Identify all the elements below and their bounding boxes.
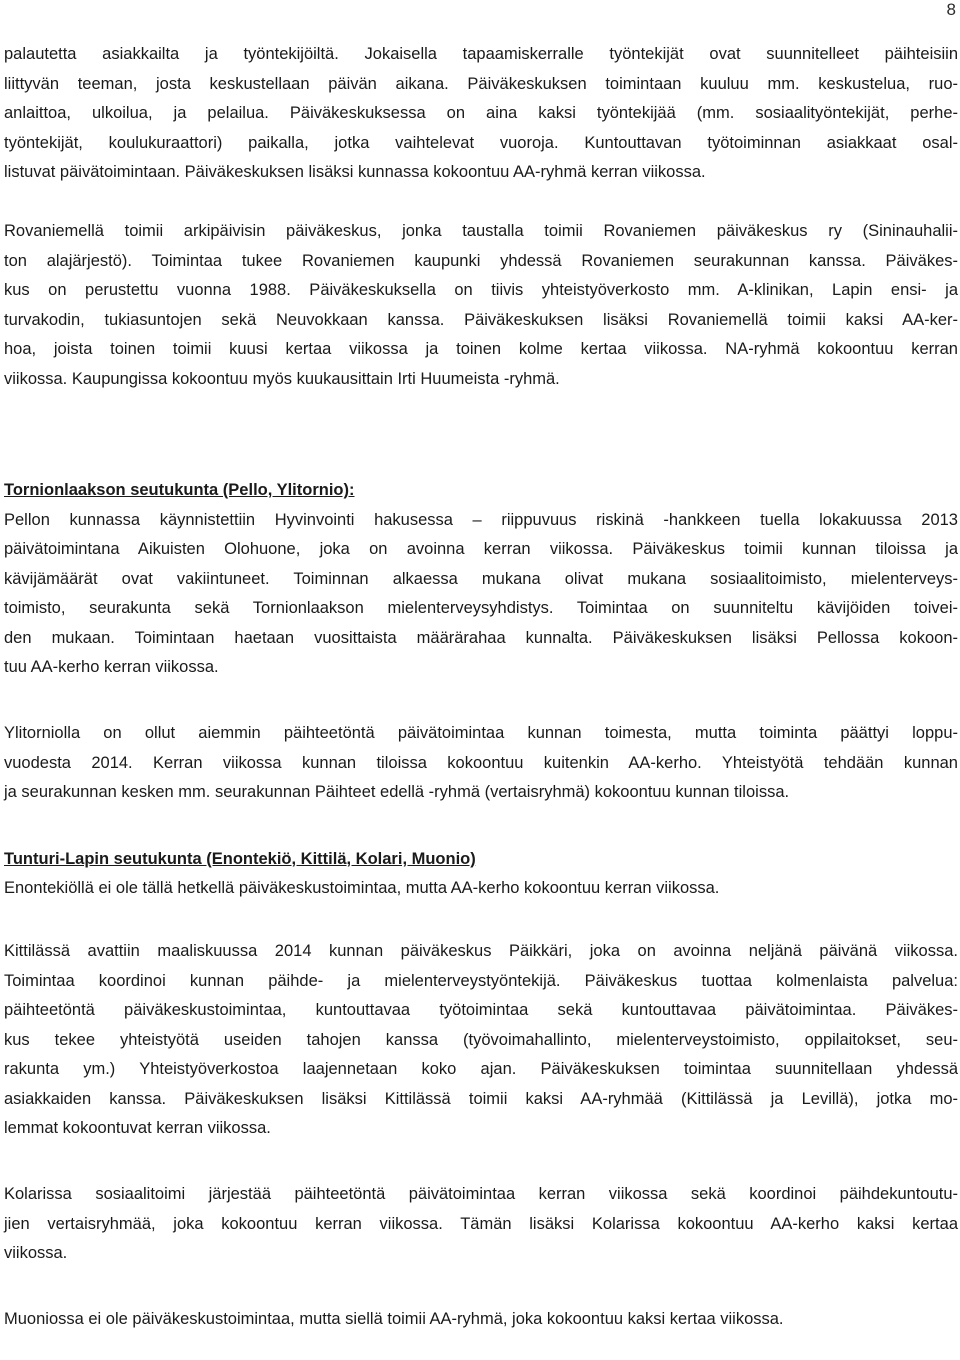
paragraph-line: Rovaniemellä toimii arkipäivisin päiväkeskus, jonka taustalla toimii Rovaniemen päiväkeskus ry (Sininauhalii- (4, 222, 958, 240)
paragraph-line: ja seurakunnan kesken mm. seurakunnan Päihteet edellä -ryhmä (vertaisryhmä) kokoontuu kunnan tiloissa. (4, 783, 790, 801)
paragraph-line: työntekijät, koulukuraattori) paikalla, jotka vaihtelevat vuoroja. Kuntouttavan työtoiminnan asiakkaat osal- (4, 134, 958, 152)
paragraph-line: anlaittoa, ulkoilua, ja pelailua. Päiväkeskuksessa on aina kaksi työntekijää (mm. sosiaalityöntekijät, perhe- (4, 104, 958, 122)
paragraph-line: listuvat päivätoimintaan. Päiväkeskuksen lisäksi kunnassa kokoontuu AA-ryhmä kerran viikossa. (4, 163, 706, 181)
paragraph-line: päivätoimintana Aikuisten Olohuone, joka on avoinna kerran viikossa. Päiväkeskus toimii kunnan tiloissa ja (4, 540, 958, 558)
paragraph-line: Toimintaa koordinoi kunnan päihde- ja mielenterveystyöntekijä. Päiväkeskus tuottaa kolmenlaista palvelua: (4, 972, 958, 990)
paragraph-line: lemmat kokoontuvat kerran viikossa. (4, 1119, 271, 1137)
paragraph-line: ton alajärjestö). Toimintaa tukee Rovaniemen kaupunki yhdessä Rovaniemen seurakunnan kanssa. Päiväkes- (4, 252, 958, 270)
paragraph-line: liittyvän teeman, josta keskustellaan päivän aikana. Päiväkeskuksen toimintaan kuuluu mm. keskustelua, ruo- (4, 75, 958, 93)
paragraph-line: Kolarissa sosiaalitoimi järjestää päihteetöntä päivätoimintaa kerran viikossa sekä koordinoi päihdekuntoutu- (4, 1185, 958, 1203)
paragraph-line: vuodesta 2014. Kerran viikossa kunnan tiloissa kokoontuu kuitenkin AA-kerho. Yhteistyötä tehdään kunnan (4, 754, 958, 772)
page-number: 8 (946, 0, 956, 19)
paragraph-line: kävijämäärät ovat vakiintuneet. Toiminnan alkaessa mukana olivat mukana sosiaalitoimisto, mielenterveys- (4, 570, 958, 588)
paragraph-line: viikossa. (4, 1244, 68, 1262)
paragraph-line: asiakkaiden kanssa. Päiväkeskuksen lisäksi Kittilässä toimii kaksi AA-ryhmää (Kittilässä ja Levillä), jotka mo- (4, 1090, 958, 1108)
paragraph-line: Ylitorniolla on ollut aiemmin päihteetöntä päivätoimintaa kunnan toimesta, mutta toiminta päättyi loppu- (4, 724, 958, 742)
paragraph-line: palautetta asiakkailta ja työntekijöiltä. Jokaisella tapaamiskerralle työntekijät ovat suunnitelleet päihteisiin (4, 45, 958, 63)
paragraph-line: päihteetöntä päiväkeskustoimintaa, kuntouttavaa työtoimintaa sekä kuntouttavaa päivätoimintaa. Päiväkes- (4, 1001, 958, 1019)
paragraph-line: turvakodin, tukiasuntojen sekä Neuvokkaan kanssa. Päiväkeskuksen lisäksi Rovaniemellä toimii kaksi AA-ker- (4, 311, 958, 329)
paragraph-line: jien vertaisryhmää, joka kokoontuu kerran viikossa. Tämän lisäksi Kolarissa kokoontuu AA-kerho kaksi kertaa (4, 1215, 958, 1233)
section-heading: Tunturi-Lapin seutukunta (Enontekiö, Kittilä, Kolari, Muonio) (4, 850, 476, 868)
paragraph-line: kus on perustettu vuonna 1988. Päiväkeskuksella on tiivis yhteistyöverkosto mm. A-klinikan, Lapin ensi- ja (4, 281, 958, 299)
paragraph-line: rakunta ym.) Yhteistyöverkostoa laajennetaan koko ajan. Päiväkeskuksen toimintaa suunnitellaan yhdessä (4, 1060, 958, 1078)
paragraph-line: Pellon kunnassa käynnistettiin Hyvinvointi hakusessa – riippuvuus riskinä -hankkeen tuella lokakuussa 2013 (4, 511, 958, 529)
paragraph-line: Enontekiöllä ei ole tällä hetkellä päiväkeskustoimintaa, mutta AA-kerho kokoontuu kerran viikossa. (4, 879, 720, 897)
paragraph-line: hoa, joista toinen toimii kuusi kertaa viikossa ja toinen kolme kertaa viikossa. NA-ryhmä kokoontuu kerran (4, 340, 958, 358)
paragraph-line: den mukaan. Toimintaan haetaan vuosittaista määrärahaa kunnalta. Päiväkeskuksen lisäksi Pellossa kokoon- (4, 629, 958, 647)
paragraph-line: Muoniossa ei ole päiväkeskustoimintaa, mutta siellä toimii AA-ryhmä, joka kokoontuu kaksi kertaa viikossa. (4, 1310, 784, 1328)
paragraph-line: viikossa. Kaupungissa kokoontuu myös kuukausittain Irti Huumeista -ryhmä. (4, 370, 560, 388)
paragraph-line: Kittilässä avattiin maaliskuussa 2014 kunnan päiväkeskus Päikkäri, joka on avoinna neljänä päivänä viikossa. (4, 942, 958, 960)
section-heading: Tornionlaakson seutukunta (Pello, Ylitornio): (4, 481, 355, 499)
paragraph-line: kus tekee yhteistyötä useiden tahojen kanssa (työvoimahallinto, mielenterveystoimisto, oppilaitokset, seu- (4, 1031, 958, 1049)
paragraph-line: toimisto, seurakunta sekä Tornionlaakson mielenterveysyhdistys. Toimintaa on suunniteltu kävijöiden toivei- (4, 599, 958, 617)
paragraph-line: tuu AA-kerho kerran viikossa. (4, 658, 219, 676)
